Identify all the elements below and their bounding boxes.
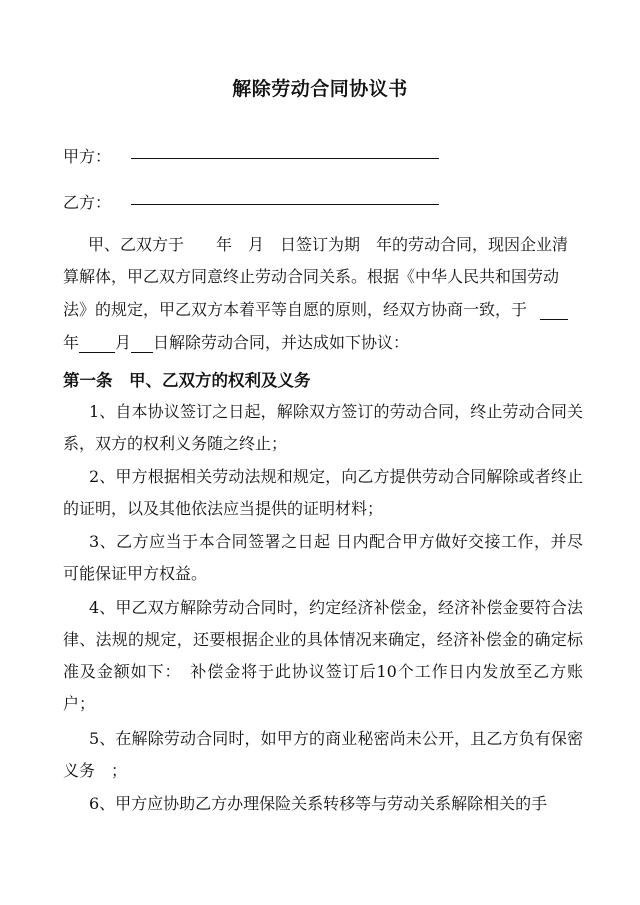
party-b-label: 乙方： — [63, 193, 112, 212]
intro-year-blank — [540, 300, 568, 320]
party-b-row — [63, 186, 463, 214]
intro-day-blank — [131, 333, 153, 353]
party-a-label: 甲方： — [63, 147, 112, 166]
item-5: 5、在解除劳动合同时，如甲方的商业秘密尚未公开，且乙方负有保密义务 ； — [63, 729, 583, 780]
intro-month-blank — [79, 333, 115, 353]
section-title: 第一条 甲、乙双方的权利及义务 — [63, 371, 311, 390]
intro-line-1: 甲、乙双方于 年 月 日签订为期 年的劳动合同，现因企业清 — [88, 235, 569, 254]
intro-line-3 — [63, 297, 568, 320]
item-3: 3、乙方应当于本合同签署之日起 日内配合甲方做好交接工作，并尽可能保证甲方权益。 — [63, 532, 583, 583]
intro-line-4-text: 日解除劳动合同，并达成如下协议： — [153, 333, 410, 352]
intro-year-label: 年 — [63, 333, 80, 352]
intro-line-2: 算解体，甲乙双方同意终止劳动合同关系。根据《中华人民共和国劳动 — [63, 267, 560, 286]
party-a-row — [63, 140, 463, 168]
item-4: 4、甲乙双方解除劳动合同时，约定经济补偿金，经济补偿金要符合法律、法规的规定，还要根据企业的具体情况来确定，经济补偿金的确定标准及金额如下： 补偿金将于此协议签订后10个工作日内发放至乙方账户； — [63, 598, 583, 713]
party-a-blank-line — [131, 158, 439, 159]
intro-month-label: 月 — [115, 333, 132, 352]
party-b-blank-line — [131, 204, 439, 205]
item-1: 1、自本协议签订之日起，解除双方签订的劳动合同，终止劳动合同关系，双方的权利义务随之终止； — [63, 402, 583, 453]
document-title: 解除劳动合同协议书 — [232, 78, 408, 100]
intro-line-4 — [63, 330, 409, 353]
item-6: 6、甲方应协助乙方办理保险关系转移等与劳动关系解除相关的手 — [89, 794, 548, 813]
intro-line-3-text: 法》的规定，甲乙双方本着平等自愿的原则，经双方协商一致，于 — [63, 300, 528, 319]
item-2: 2、甲方根据相关劳动法规和规定，向乙方提供劳动合同解除或者终止的证明，以及其他依法应当提供的证明材料； — [63, 467, 583, 518]
